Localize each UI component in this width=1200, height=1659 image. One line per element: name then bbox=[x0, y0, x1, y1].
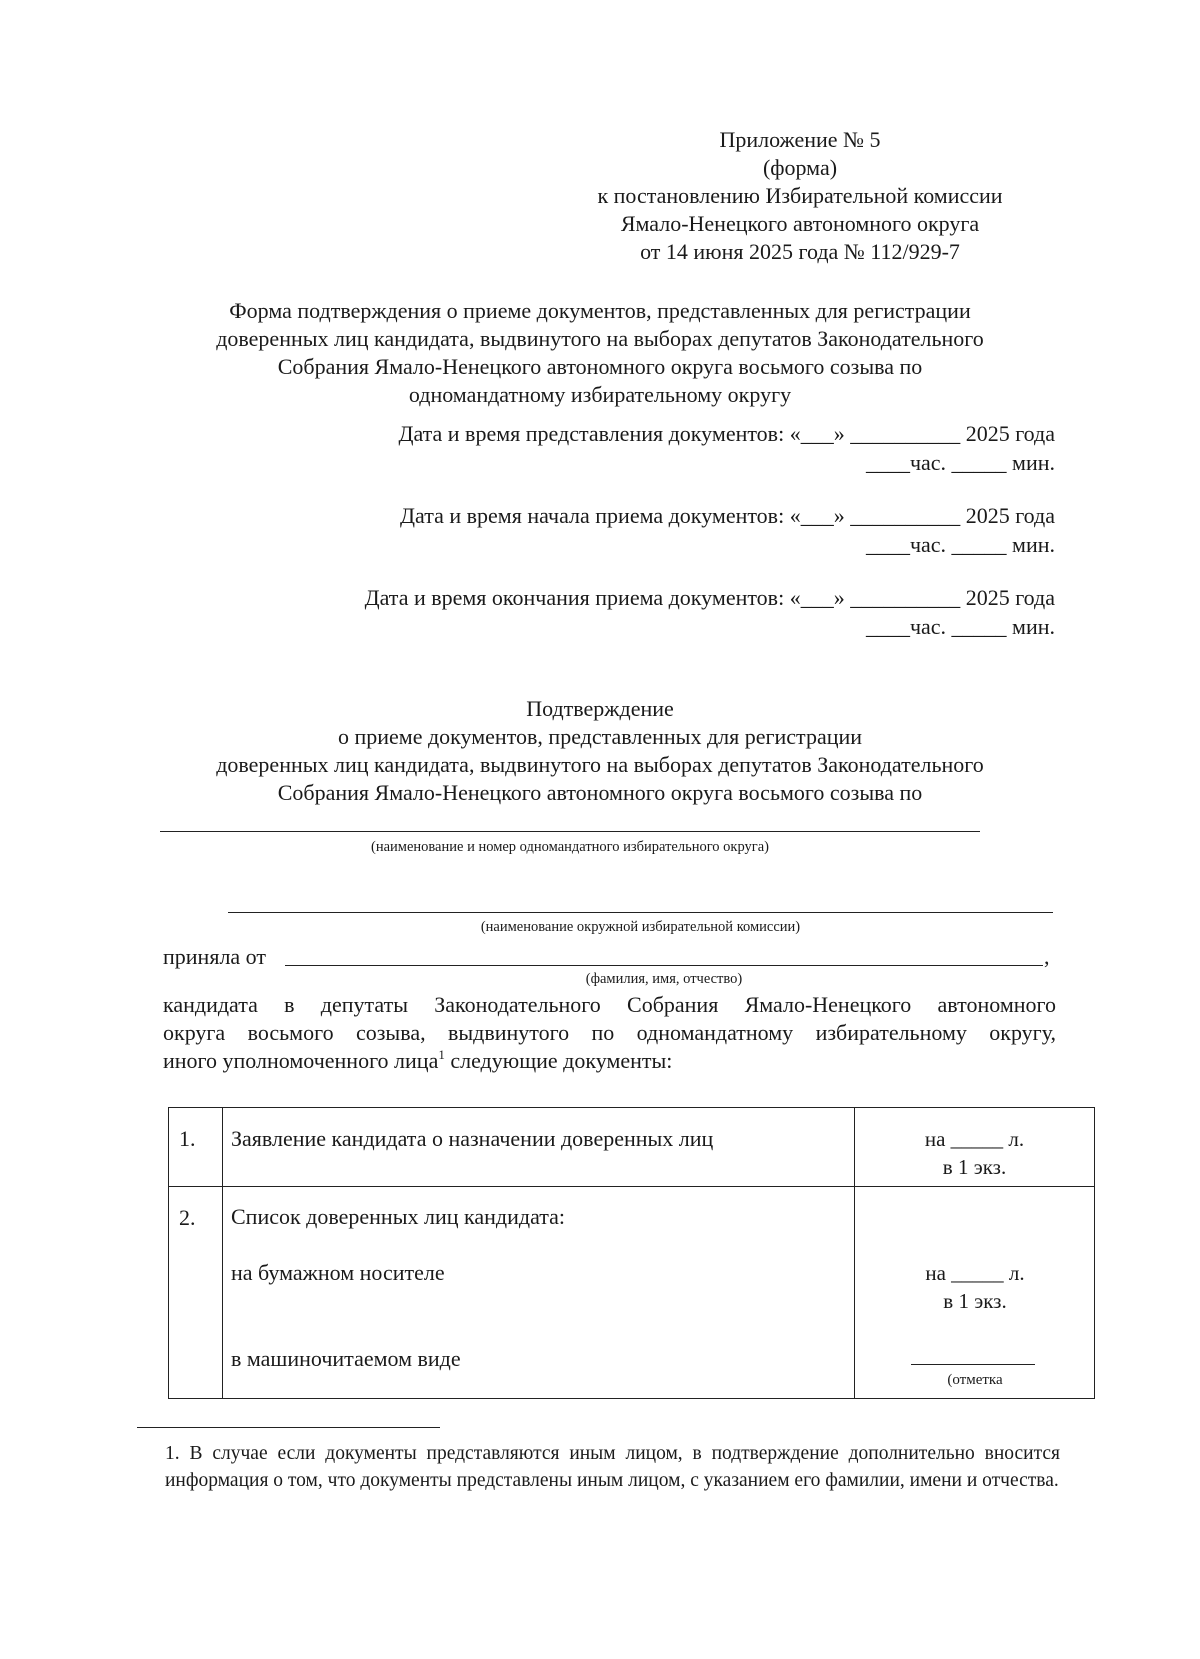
documents-table bbox=[168, 1107, 1095, 1399]
received-from-label: приняла от bbox=[163, 944, 267, 969]
hours-field[interactable]: ____час. bbox=[865, 532, 947, 557]
body-line: округа восьмого созыва, выдвинутого по одномандатному избирательному округу, bbox=[163, 1020, 1056, 1045]
appendix-resolution-ref: к постановлению Избирательной комиссии bbox=[597, 183, 1003, 208]
table-row bbox=[169, 1187, 1095, 1399]
body-line-end: следующие документы: bbox=[444, 1048, 673, 1073]
footnote-text: 1. В случае если документы представляются иным лицом, в подтверждение дополнительно вносится информация о том, что документы представлены иным лицом, с указанием его фамилии, имени и отчества. bbox=[165, 1443, 1060, 1491]
datetime-submission bbox=[398, 420, 1055, 448]
minutes-field[interactable]: _____ мин. bbox=[951, 450, 1055, 475]
datetime-end bbox=[365, 584, 1055, 612]
sheets-count[interactable]: на _____ л. bbox=[925, 1261, 1025, 1285]
received-from-comma: , bbox=[1044, 944, 1050, 969]
time-submission bbox=[866, 449, 1055, 477]
form-title bbox=[150, 297, 1050, 409]
form-title-line: Форма подтверждения о приеме документов, представленных для регистрации bbox=[229, 298, 971, 323]
confirmation-title: Подтверждение bbox=[526, 696, 674, 721]
body-line-start: иного уполномоченного лица bbox=[163, 1048, 439, 1073]
body-line bbox=[163, 1047, 1056, 1075]
month-field[interactable]: __________ bbox=[850, 503, 961, 528]
hours-field[interactable]: ____час. bbox=[865, 614, 947, 639]
confirmation-line: о приеме документов, представленных для регистрации bbox=[337, 724, 863, 749]
paper-format-label: на бумажном носителе bbox=[231, 1260, 445, 1285]
appendix-form-note: (форма) bbox=[762, 155, 838, 180]
form-title-line: Собрания Ямало-Ненецкого автономного округа восьмого созыва по bbox=[277, 354, 923, 379]
sheets-count[interactable]: на _____ л. bbox=[924, 1127, 1025, 1151]
district-field-line[interactable] bbox=[160, 831, 980, 832]
quantity-cell bbox=[855, 1187, 1095, 1399]
confirmation-heading bbox=[150, 695, 1050, 807]
confirmation-line: Собрания Ямало-Ненецкого автономного округа восьмого созыва по bbox=[277, 780, 923, 805]
month-field[interactable]: __________ bbox=[850, 421, 961, 446]
district-caption: (наименование и номер одномандатного избирательного округа) bbox=[371, 839, 769, 855]
datetime-start bbox=[400, 502, 1055, 530]
footnote-reference[interactable]: 1 bbox=[438, 1047, 445, 1062]
body-line: кандидата в депутаты Законодательного Собрания Ямало-Ненецкого автономного bbox=[163, 992, 1056, 1017]
datetime-label: Дата и время начала приема документов: bbox=[400, 503, 785, 528]
document-name: Список доверенных лиц кандидата: bbox=[231, 1204, 566, 1229]
form-title-line: доверенных лиц кандидата, выдвинутого на выборах депутатов Законодательного bbox=[216, 326, 984, 351]
commission-caption: (наименование окружной избирательной комиссии) bbox=[480, 919, 801, 935]
datetime-label: Дата и время окончания приема документов: bbox=[364, 585, 785, 610]
copies-count: в 1 экз. bbox=[943, 1289, 1007, 1313]
hours-field[interactable]: ____час. bbox=[865, 450, 947, 475]
year-text: 2025 года bbox=[965, 421, 1055, 446]
minutes-field[interactable]: _____ мин. bbox=[951, 532, 1055, 557]
commission-field-line[interactable] bbox=[228, 912, 1053, 913]
datetime-label: Дата и время представления документов: bbox=[398, 421, 785, 446]
row-number: 2. bbox=[169, 1187, 223, 1399]
form-title-line: одномандатному избирательному округу bbox=[408, 382, 792, 407]
day-field[interactable]: «___» bbox=[789, 585, 845, 610]
table-row bbox=[169, 1108, 1095, 1187]
footnote-separator bbox=[137, 1427, 440, 1428]
minutes-field[interactable]: _____ мин. bbox=[951, 614, 1055, 639]
month-field[interactable]: __________ bbox=[850, 585, 961, 610]
row-number: 1. bbox=[169, 1108, 223, 1187]
copies-count: в 1 экз. bbox=[942, 1155, 1007, 1179]
day-field[interactable]: «___» bbox=[789, 503, 845, 528]
mark-caption: (отметка bbox=[947, 1372, 1003, 1388]
year-text: 2025 года bbox=[965, 503, 1055, 528]
machine-readable-label: в машиночитаемом виде bbox=[231, 1346, 461, 1371]
time-end bbox=[866, 613, 1055, 641]
confirmation-line: доверенных лиц кандидата, выдвинутого на выборах депутатов Законодательного bbox=[216, 752, 984, 777]
year-text: 2025 года bbox=[965, 585, 1055, 610]
appendix-date-number: от 14 июня 2025 года № 112/929-7 bbox=[640, 239, 960, 264]
appendix-header bbox=[560, 126, 1040, 266]
fio-caption: (фамилия, имя, отчество) bbox=[585, 971, 743, 987]
document-name-cell bbox=[223, 1187, 855, 1399]
day-field[interactable]: «___» bbox=[789, 421, 845, 446]
appendix-number: Приложение № 5 bbox=[719, 127, 881, 152]
body-paragraph bbox=[163, 991, 1056, 1075]
quantity-cell bbox=[855, 1108, 1095, 1187]
document-name: Заявление кандидата о назначении доверенных лиц bbox=[223, 1108, 855, 1187]
fio-field-line[interactable] bbox=[285, 965, 1043, 966]
mark-field-line[interactable] bbox=[911, 1364, 1035, 1365]
appendix-region: Ямало-Ненецкого автономного округа bbox=[620, 211, 980, 236]
time-start bbox=[866, 531, 1055, 559]
